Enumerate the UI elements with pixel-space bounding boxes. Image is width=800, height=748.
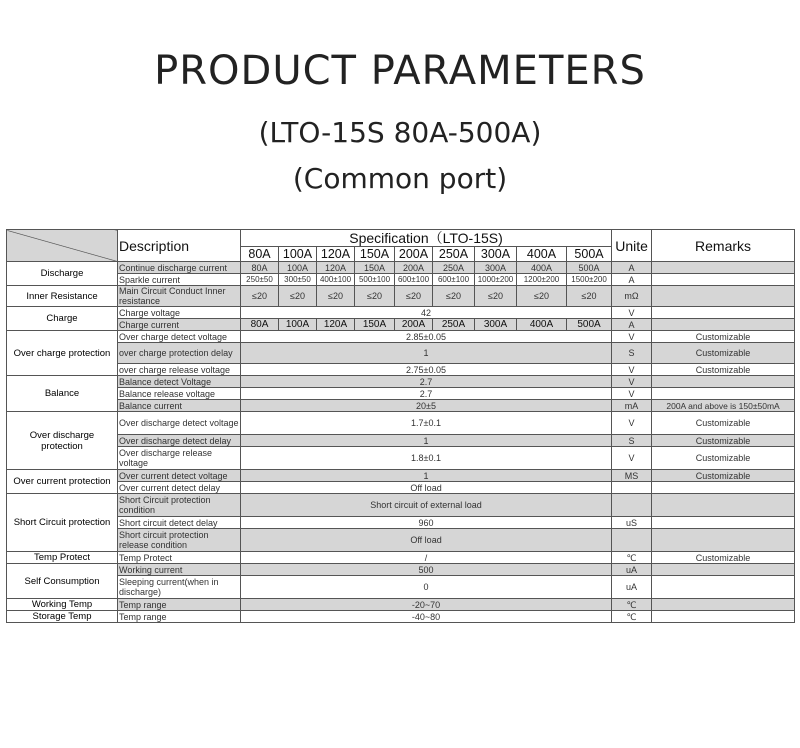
table-cell: 1000±200 <box>475 274 517 286</box>
table-cell: 250A <box>433 319 475 331</box>
unit-header: Unite <box>612 230 652 262</box>
remark-cell <box>652 599 795 611</box>
table-cell: 400±100 <box>317 274 355 286</box>
remark-cell: Customizable <box>652 552 795 564</box>
table-cell: 500 <box>241 564 612 576</box>
page-title: PRODUCT PARAMETERS <box>154 48 646 94</box>
table-row <box>7 447 795 470</box>
table-cell: 150A <box>355 262 395 274</box>
table-cell: 300A <box>475 262 517 274</box>
remark-cell <box>652 494 795 517</box>
table-row <box>7 494 795 517</box>
row-label: Short circuit detect delay <box>118 517 241 529</box>
unit-cell: A <box>612 262 652 274</box>
table-cell: ≤20 <box>355 286 395 307</box>
row-label: Short Circuit protection condition <box>118 494 241 517</box>
description-header: Description <box>118 230 241 262</box>
table-cell: ≤20 <box>517 286 567 307</box>
table-cell: 20±5 <box>241 400 612 412</box>
unit-cell: MS <box>612 470 652 482</box>
table-row <box>7 412 795 435</box>
table-cell: 500A <box>567 319 612 331</box>
table-cell: 2.75±0.05 <box>241 364 612 376</box>
remark-cell <box>652 611 795 623</box>
table-cell: 400A <box>517 262 567 274</box>
row-label: Temp Protect <box>118 552 241 564</box>
category-balance: Balance <box>7 376 118 412</box>
category-over-discharge: Over discharge protection <box>7 412 118 470</box>
unit-cell: ℃ <box>612 599 652 611</box>
table-cell: 80A <box>241 262 279 274</box>
unit-cell: uA <box>612 576 652 599</box>
category-discharge: Discharge <box>7 262 118 286</box>
table-cell: 1 <box>241 470 612 482</box>
row-label: Over current detect delay <box>118 482 241 494</box>
table-row <box>7 529 795 552</box>
table-cell: -20~70 <box>241 599 612 611</box>
table-cell: 150A <box>355 319 395 331</box>
remark-cell <box>652 319 795 331</box>
table-cell: ≤20 <box>317 286 355 307</box>
unit-cell: ℃ <box>612 611 652 623</box>
category-charge: Charge <box>7 307 118 331</box>
category-temp-protect: Temp Protect <box>7 552 118 564</box>
remark-cell <box>652 307 795 319</box>
remark-cell: Customizable <box>652 331 795 343</box>
table-cell: 120A <box>317 262 355 274</box>
table-cell: 100A <box>279 262 317 274</box>
category-over-charge: Over charge protection <box>7 331 118 376</box>
row-label: Over discharge detect delay <box>118 435 241 447</box>
table-row <box>7 552 795 564</box>
table-row <box>7 307 795 319</box>
spec-current-header: 500A <box>567 247 612 262</box>
unit-cell: mΩ <box>612 286 652 307</box>
table-cell: ≤20 <box>433 286 475 307</box>
table-row <box>7 364 795 376</box>
table-row <box>7 286 795 307</box>
category-working-temp: Working Temp <box>7 599 118 611</box>
spec-current-header: 400A <box>517 247 567 262</box>
spec-current-header: 100A <box>279 247 317 262</box>
row-label: Balance detect Voltage <box>118 376 241 388</box>
unit-cell: uS <box>612 517 652 529</box>
table-row <box>7 435 795 447</box>
table-cell: 2.7 <box>241 376 612 388</box>
row-label: Main Circuit Conduct Inner resistance <box>118 286 241 307</box>
spec-current-header: 200A <box>395 247 433 262</box>
unit-cell <box>612 529 652 552</box>
table-cell: 200A <box>395 319 433 331</box>
unit-cell: mA <box>612 400 652 412</box>
table-cell: Off load <box>241 482 612 494</box>
row-label: Balance release voltage <box>118 388 241 400</box>
row-label: Over discharge detect voltage <box>118 412 241 435</box>
port-subtitle: (Common port) <box>292 162 508 195</box>
table-row <box>7 611 795 623</box>
table-cell: 400A <box>517 319 567 331</box>
remark-cell <box>652 376 795 388</box>
table-cell: 250±50 <box>241 274 279 286</box>
table-cell: 80A <box>241 319 279 331</box>
table-cell: 600±100 <box>395 274 433 286</box>
remark-cell: Customizable <box>652 435 795 447</box>
table-cell: 2.85±0.05 <box>241 331 612 343</box>
unit-cell: V <box>612 376 652 388</box>
table-cell: ≤20 <box>475 286 517 307</box>
remark-cell <box>652 286 795 307</box>
row-label: Sleeping current(when in discharge) <box>118 576 241 599</box>
row-label: Sparkle current <box>118 274 241 286</box>
unit-cell: V <box>612 388 652 400</box>
table-row <box>7 517 795 529</box>
row-label: Charge voltage <box>118 307 241 319</box>
row-label: Temp range <box>118 611 241 623</box>
table-cell: 0 <box>241 576 612 599</box>
unit-cell: V <box>612 412 652 435</box>
table-row <box>7 482 795 494</box>
remark-cell: 200A and above is 150±50mA <box>652 400 795 412</box>
unit-cell: V <box>612 307 652 319</box>
unit-cell: S <box>612 343 652 364</box>
table-cell: 1.7±0.1 <box>241 412 612 435</box>
table-cell: 100A <box>279 319 317 331</box>
remark-cell <box>652 564 795 576</box>
remark-cell: Customizable <box>652 470 795 482</box>
table-row <box>7 599 795 611</box>
table-cell: ≤20 <box>279 286 317 307</box>
row-label: Short circuit protection release condition <box>118 529 241 552</box>
table-cell: 500A <box>567 262 612 274</box>
table-row <box>7 576 795 599</box>
table-row <box>7 343 795 364</box>
remarks-header: Remarks <box>652 230 795 262</box>
remark-cell <box>652 262 795 274</box>
table-row <box>7 319 795 331</box>
table-cell: 2.7 <box>241 388 612 400</box>
table-row <box>7 331 795 343</box>
model-subtitle: (LTO-15S 80A-500A) <box>258 116 542 149</box>
table-cell: / <box>241 552 612 564</box>
table-cell: 600±100 <box>433 274 475 286</box>
remark-cell: Customizable <box>652 364 795 376</box>
table-cell: ≤20 <box>395 286 433 307</box>
row-label: over charge release voltage <box>118 364 241 376</box>
spec-current-header: 80A <box>241 247 279 262</box>
category-storage-temp: Storage Temp <box>7 611 118 623</box>
spec-current-header: 250A <box>433 247 475 262</box>
unit-cell: S <box>612 435 652 447</box>
row-label: over charge protection delay <box>118 343 241 364</box>
table-cell: 1 <box>241 435 612 447</box>
row-label: Charge current <box>118 319 241 331</box>
table-cell: 200A <box>395 262 433 274</box>
remark-cell <box>652 388 795 400</box>
table-cell: 250A <box>433 262 475 274</box>
row-label: Temp range <box>118 599 241 611</box>
remark-cell <box>652 529 795 552</box>
remark-cell <box>652 274 795 286</box>
table-cell: 1500±200 <box>567 274 612 286</box>
table-cell: 300A <box>475 319 517 331</box>
unit-cell <box>612 494 652 517</box>
category-self-consumption: Self Consumption <box>7 564 118 599</box>
table-row <box>7 470 795 482</box>
corner-cell <box>7 230 118 262</box>
table-row <box>7 400 795 412</box>
table-cell: 500±100 <box>355 274 395 286</box>
unit-cell: uA <box>612 564 652 576</box>
table-cell: ≤20 <box>241 286 279 307</box>
parameters-table <box>6 229 795 623</box>
remark-cell <box>652 482 795 494</box>
remark-cell: Customizable <box>652 343 795 364</box>
table-cell: Off load <box>241 529 612 552</box>
unit-cell: V <box>612 331 652 343</box>
table-row <box>7 564 795 576</box>
table-cell: 1.8±0.1 <box>241 447 612 470</box>
row-label: Balance current <box>118 400 241 412</box>
spec-current-header: 150A <box>355 247 395 262</box>
table-cell: ≤20 <box>567 286 612 307</box>
remark-cell: Customizable <box>652 412 795 435</box>
row-label: Continue discharge current <box>118 262 241 274</box>
row-label: Over charge detect voltage <box>118 331 241 343</box>
spec-current-header: 120A <box>317 247 355 262</box>
table-cell: 120A <box>317 319 355 331</box>
category-over-current: Over current protection <box>7 470 118 494</box>
table-cell: 300±50 <box>279 274 317 286</box>
spec-current-header: 300A <box>475 247 517 262</box>
remark-cell: Customizable <box>652 447 795 470</box>
row-label: Over discharge release voltage <box>118 447 241 470</box>
specification-header: Specification（LTO-15S) <box>241 230 612 247</box>
unit-cell: V <box>612 447 652 470</box>
table-row <box>7 274 795 286</box>
table-row <box>7 262 795 274</box>
unit-cell: ℃ <box>612 552 652 564</box>
unit-cell: A <box>612 274 652 286</box>
table-row <box>7 388 795 400</box>
remark-cell <box>652 517 795 529</box>
table-row <box>7 376 795 388</box>
table-cell: 960 <box>241 517 612 529</box>
unit-cell: V <box>612 364 652 376</box>
table-cell: 42 <box>241 307 612 319</box>
row-label: Over current detect voltage <box>118 470 241 482</box>
unit-cell <box>612 482 652 494</box>
category-short-circuit: Short Circuit protection <box>7 494 118 552</box>
category-inner-resistance: Inner Resistance <box>7 286 118 307</box>
unit-cell: A <box>612 319 652 331</box>
remark-cell <box>652 576 795 599</box>
table-cell: Short circuit of external load <box>241 494 612 517</box>
table-cell: -40~80 <box>241 611 612 623</box>
row-label: Working current <box>118 564 241 576</box>
table-cell: 1 <box>241 343 612 364</box>
table-cell: 1200±200 <box>517 274 567 286</box>
table-header-row <box>7 230 795 247</box>
